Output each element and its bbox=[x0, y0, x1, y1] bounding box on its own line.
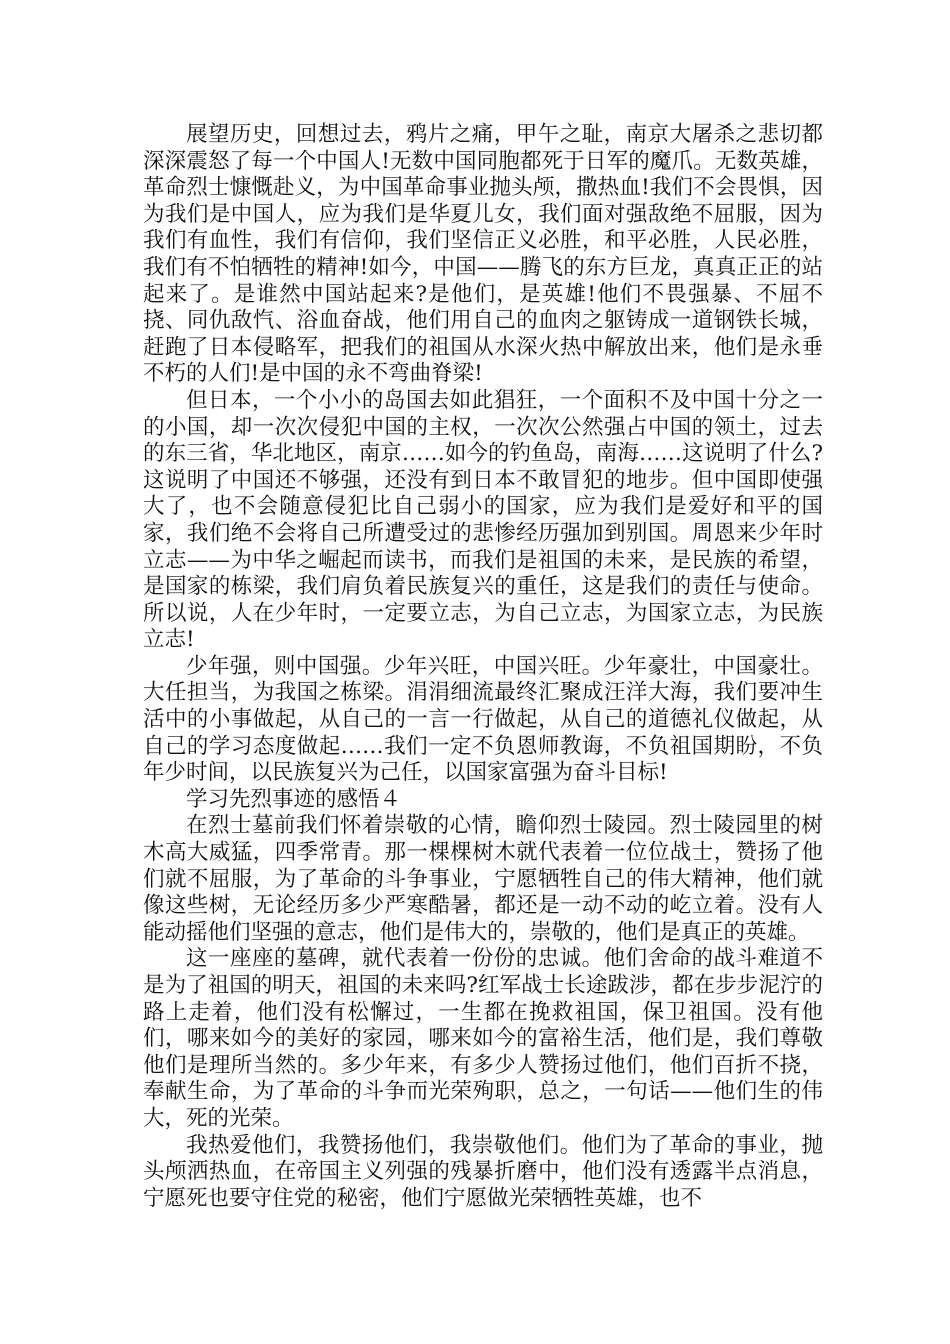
paragraph: 我热爱他们，我赞扬他们，我崇敬他们。他们为了革命的事业，抛头颅洒热血，在帝国主义列强的残暴折磨中，他们没有透露半点消息，宁愿死也要守住党的秘密，他们宁愿做光荣牺牲英雄，也不 bbox=[143, 1132, 823, 1211]
section-heading: 学习先烈事迹的感悟４ bbox=[186, 786, 402, 812]
paragraph: 在烈士墓前我们怀着崇敬的心情，瞻仰烈士陵园。烈士陵园里的树木高大威猛，四季常青。那一棵棵树木就代表着一位位战士，赞扬了他们就不屈服，为了革命的斗争事业，宁愿牺牲自己的伟大精神，他们就像这些树，无论经历多少严寒酷暑，都还是一动不动的屹立着。没有人能动摇他们坚强的意志，他们是伟大的，崇敬的，他们是真正的英雄。 bbox=[143, 813, 823, 945]
paragraph: 这一座座的墓碑，就代表着一份份的忠诚。他们舍命的战斗难道不是为了祖国的明天，祖国的未来吗?红军战士长途跋涉，都在步步泥泞的路上走着，他们没有松懈过，一生都在挽救祖国，保卫祖国。没有他们，哪来如今的美好的家园，哪来如今的富裕生活，他们是，我们尊敬他们是理所当然的。多少年来，有多少人赞扬过他们，他们百折不挠，奉献生命，为了革命的斗争而光荣殉职，总之，一句话——他们生的伟大，死的光荣。 bbox=[143, 946, 823, 1131]
paragraph: 展望历史，回想过去，鸦片之痛，甲午之耻，南京大屠杀之悲切都深深震怒了每一个中国人!无数中国同胞都死于日军的魔爪。无数英雄，革命烈士慷慨赴义，为中国革命事业抛头颅，撒热血!我们不会畏惧，因为我们是中国人，应为我们是华夏儿女，我们面对强敌绝不屈服，因为我们有血性，我们有信仰，我们坚信正义必胜，和平必胜，人民必胜，我们有不怕牺牲的精神!如今，中国——腾飞的东方巨龙，真真正正的站起来了。是谁然中国站起来?是他们，是英雄!他们不畏强暴、不屈不挠、同仇敌忾、浴血奋战，他们用自己的血肉之躯铸成一道钢铁长城，赶跑了日本侵略军，把我们的祖国从水深火热中解放出来，他们是永垂不朽的人们!是中国的永不弯曲脊梁! bbox=[143, 122, 823, 387]
paragraph: 但日本，一个小小的岛国去如此猖狂，一个面积不及中国十分之一的小国，却一次次侵犯中国的主权，一次次公然强占中国的领土，过去的东三省，华北地区，南京……如今的钓鱼岛，南海……这说明了什么?这说明了中国还不够强，还没有到日本不敢冒犯的地步。但中国即使强大了，也不会随意侵犯比自己弱小的国家，应为我们是爱好和平的国家，我们绝不会将自己所遭受过的悲惨经历强加到别国。周恩来少年时立志——为中华之崛起而读书，而我们是祖国的未来，是民族的希望，是国家的栋梁，我们肩负着民族复兴的重任，这是我们的责任与使命。所以说，人在少年时，一定要立志，为自己立志，为国家立志，为民族立志! bbox=[143, 387, 823, 653]
document-body bbox=[143, 122, 823, 1212]
paragraph: 少年强，则中国强。少年兴旺，中国兴旺。少年豪壮，中国豪壮。大任担当，为我国之栋梁。涓涓细流最终汇聚成汪洋大海，我们要冲生活中的小事做起，从自己的一言一行做起，从自己的道德礼仪做起，从自己的学习态度做起……我们一定不负恩师教诲，不负祖国期盼，不负年少时间，以民族复兴为己任，以国家富强为奋斗目标! bbox=[143, 653, 823, 786]
